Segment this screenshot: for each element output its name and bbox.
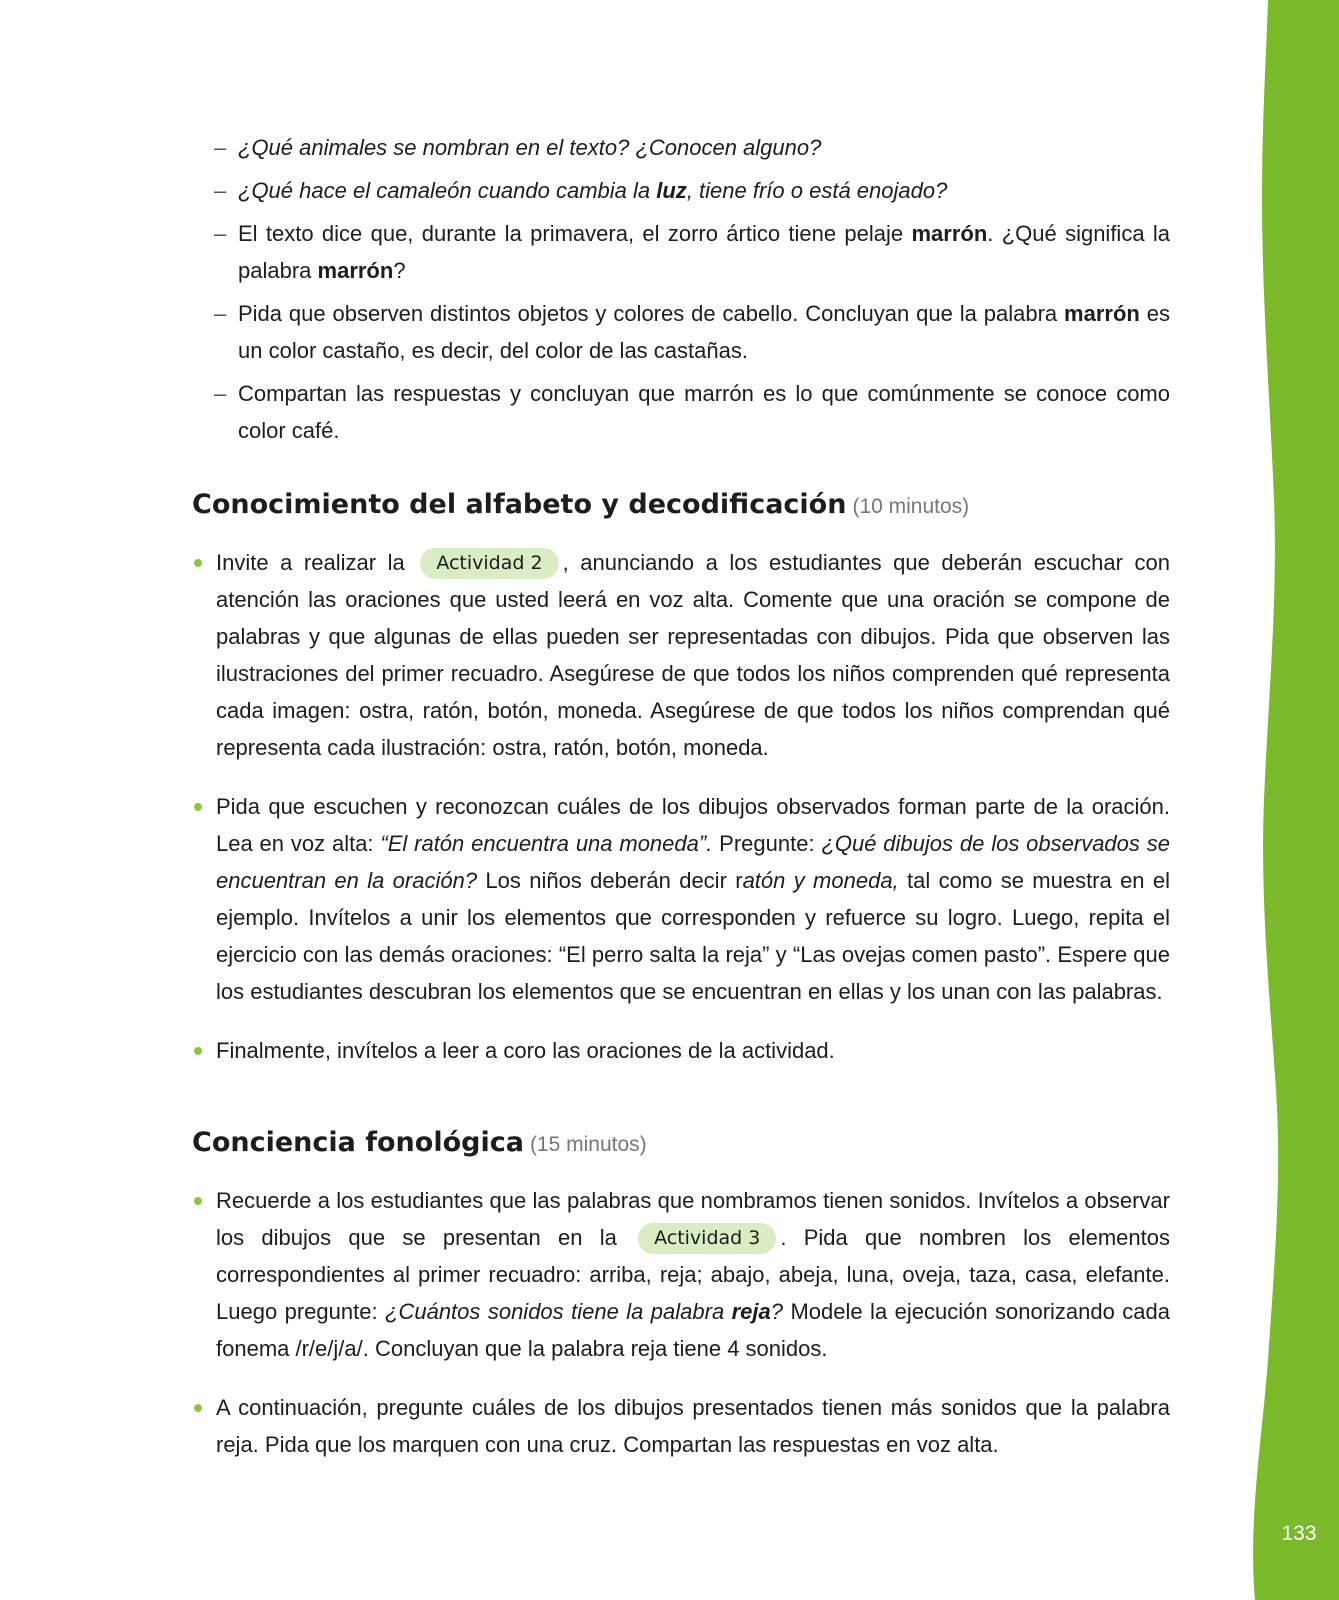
page-number: 133 [1281,1522,1317,1545]
list-item: A continuación, pregunte cuáles de los dibujos presentados tienen más sonidos que la palabra reja. Pida que los marquen con una cruz. Compartan las respuestas en voz alta. [192,1389,1170,1463]
question-list [214,129,1170,455]
list-item: – Compartan las respuestas y concluyan que marrón es lo que comúnmente se conoce como color café. [214,375,1170,449]
section-heading-fonologica: Conciencia fonológica (15 minutos) [192,1127,647,1158]
bullet-list-alfabeto [192,544,1170,1091]
list-item: Pida que escuchen y reconozcan cuáles de los dibujos observados forman parte de la oración. Lea en voz alta: “El ratón encuentra una moneda”. Pregunte: ¿Qué dibujos de los observados se encuentran en la oración? Los niños deberán decir ratón y moneda, tal como se muestra en el ejemplo. Invítelos a unir los elementos que corresponden y refuerce su logro. Luego, repita el ejercicio con las demás oraciones: “El perro salta la reja” y “Las ovejas comen pasto”. Espere que los estudiantes descubran los elementos que se encuentran en ellas y los unan con las palabras. [192,788,1170,1010]
list-item: – Pida que observen distintos objetos y colores de cabello. Concluyan que la palabra marrón es un color castaño, es decir, del color de las castañas. [214,295,1170,369]
activity-2-badge: Actividad 2 [420,548,558,579]
list-item: – ¿Qué hace el camaleón cuando cambia la luz, tiene frío o está enojado? [214,172,1170,209]
list-item: Finalmente, invítelos a leer a coro las oraciones de la actividad. [192,1032,1170,1069]
section-heading-alfabeto: Conocimiento del alfabeto y decodificación (10 minutos) [192,489,970,520]
list-item: – El texto dice que, durante la primavera, el zorro ártico tiene pelaje marrón. ¿Qué significa la palabra marrón? [214,215,1170,289]
activity-3-badge: Actividad 3 [638,1223,776,1254]
list-item: – ¿Qué animales se nombran en el texto? ¿Conocen alguno? [214,129,1170,166]
list-item: Recuerde a los estudiantes que las palabras que nombramos tienen sonidos. Invítelos a observar los dibujos que se presentan en la Actividad 3 . Pida que nombren los elementos correspondientes al primer recuadro: arriba, reja; abajo, abeja, luna, oveja, taza, casa, elefante. Luego pregunte: ¿Cuántos sonidos tiene la palabra reja? Modele la ejecución sonorizando cada fonema /r/e/j/a/. Concluyan que la palabra reja tiene 4 sonidos. [192,1182,1170,1367]
list-item: Invite a realizar la Actividad 2 , anunciando a los estudiantes que deberán escuchar con atención las oraciones que usted leerá en voz alta. Comente que una oración se compone de palabras y que algunas de ellas pueden ser representadas con dibujos. Pida que observen las ilustraciones del primer recuadro. Asegúrese de que todos los niños comprenden qué representa cada imagen: ostra, ratón, botón, moneda. Asegúrese de que todos los niños comprendan qué representa cada ilustración: ostra, ratón, botón, moneda. [192,544,1170,766]
bullet-list-fonologica [192,1182,1170,1485]
